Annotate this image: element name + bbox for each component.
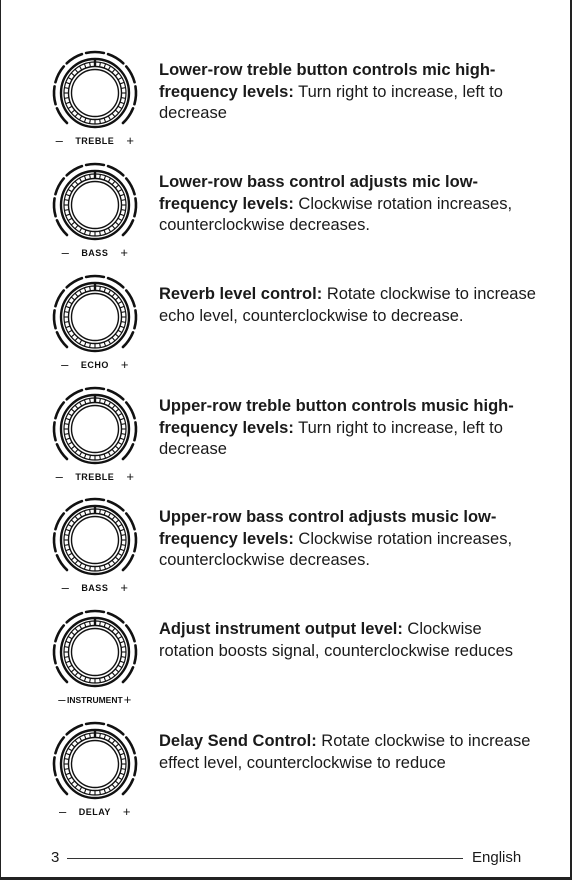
knob-label: ECHO (80, 360, 109, 370)
scale-segment (86, 611, 104, 612)
knob-label: BASS (81, 583, 109, 593)
knob-label: DELAY (78, 807, 111, 817)
plus-sign: + (120, 357, 129, 372)
plus-sign: + (123, 692, 132, 707)
control-text: Clockwise rotation boosts signal, counterclockwise reduces (159, 620, 514, 660)
control-title: Reverb level control: (159, 285, 323, 303)
scale-segment (86, 499, 104, 500)
control-title: Upper-row treble button controls music high-frequency levels: (159, 397, 514, 437)
control-text: Clockwise rotation increases, counterclockwise decreases. (159, 529, 513, 569)
control-title: Delay Send Control: (159, 732, 317, 750)
control-row-treble-music (1, 386, 574, 498)
scale-segment (86, 388, 104, 389)
knob-dial-icon (47, 497, 143, 583)
scale-segment (54, 422, 56, 440)
scale-segment (54, 533, 56, 551)
treble-knob (45, 50, 145, 154)
minus-sign: – (61, 580, 70, 595)
scale-segment (86, 164, 104, 165)
echo-knob (45, 274, 145, 378)
bass-knob (45, 497, 145, 601)
scale-segment (54, 198, 56, 216)
control-text: Turn right to increase, left to decrease (159, 418, 503, 458)
control-row-instrument (1, 609, 574, 721)
scale-segment (54, 86, 56, 104)
control-title: Lower-row bass control adjusts mic low-frequency levels: (159, 173, 479, 213)
control-description (159, 396, 539, 461)
knob-cap (72, 182, 119, 229)
knob-cap (72, 629, 119, 676)
control-description (159, 284, 539, 327)
knob-label: TREBLE (75, 136, 115, 146)
scale-segment (134, 533, 136, 551)
minus-sign: – (58, 692, 66, 707)
knob-cap (72, 406, 119, 453)
plus-sign: + (126, 133, 135, 148)
knob-label: BASS (81, 248, 109, 258)
knob-dial-icon (47, 721, 143, 807)
control-title: Adjust instrument output level: (159, 620, 403, 638)
bass-knob (45, 162, 145, 266)
control-row-echo (1, 274, 574, 386)
language-label: English (472, 849, 522, 866)
scale-segment (54, 310, 56, 328)
instrument-knob (45, 609, 145, 713)
scale-segment (134, 645, 136, 663)
control-title: Lower-row treble button controls mic high-frequency levels: (159, 61, 496, 101)
minus-sign: – (58, 804, 67, 819)
control-description (159, 619, 539, 662)
control-text: Rotate clockwise to increase echo level, counterclockwise to decrease. (159, 285, 536, 325)
knob-cap (72, 70, 119, 117)
control-row-treble-mic (1, 50, 574, 162)
knob-cap (72, 741, 119, 788)
scale-segment (54, 645, 56, 663)
control-row-bass-music (1, 497, 574, 609)
knob-label: TREBLE (75, 472, 115, 482)
minus-sign: – (55, 469, 64, 484)
knob-dial-icon (47, 274, 143, 360)
control-text: Clockwise rotation increases, counterclockwise decreases. (159, 194, 513, 234)
scale-segment (134, 198, 136, 216)
knob-cap (72, 517, 119, 564)
knob-label: INSTRUMENT (66, 695, 123, 705)
knob-cap (72, 294, 119, 341)
control-description (159, 172, 539, 237)
control-description (159, 731, 539, 774)
page-number: 3 (51, 849, 60, 866)
knob-dial-icon (47, 50, 143, 136)
footer-rule (67, 858, 463, 859)
delay-knob (45, 721, 145, 825)
minus-sign: – (61, 245, 70, 260)
scale-segment (134, 86, 136, 104)
scale-segment (86, 52, 104, 53)
plus-sign: + (126, 469, 135, 484)
control-description (159, 60, 539, 125)
scale-segment (134, 422, 136, 440)
scale-segment (54, 757, 56, 775)
plus-sign: + (120, 580, 129, 595)
treble-knob (45, 386, 145, 490)
control-row-bass-mic (1, 162, 574, 274)
knob-dial-icon (47, 609, 143, 695)
control-row-delay (1, 721, 574, 833)
scale-segment (86, 276, 104, 277)
control-text: Turn right to increase, left to decrease (159, 82, 503, 122)
plus-sign: + (120, 245, 129, 260)
minus-sign: – (55, 133, 64, 148)
control-text: Rotate clockwise to increase effect level, counterclockwise to reduce (159, 732, 531, 772)
scale-segment (134, 757, 136, 775)
scale-segment (86, 723, 104, 724)
control-title: Upper-row bass control adjusts music low-frequency levels: (159, 508, 497, 548)
plus-sign: + (122, 804, 131, 819)
knob-dial-icon (47, 162, 143, 248)
knob-dial-icon (47, 386, 143, 472)
minus-sign: – (61, 357, 69, 372)
page-footer (1, 846, 574, 870)
control-description (159, 507, 539, 572)
scale-segment (134, 310, 136, 328)
